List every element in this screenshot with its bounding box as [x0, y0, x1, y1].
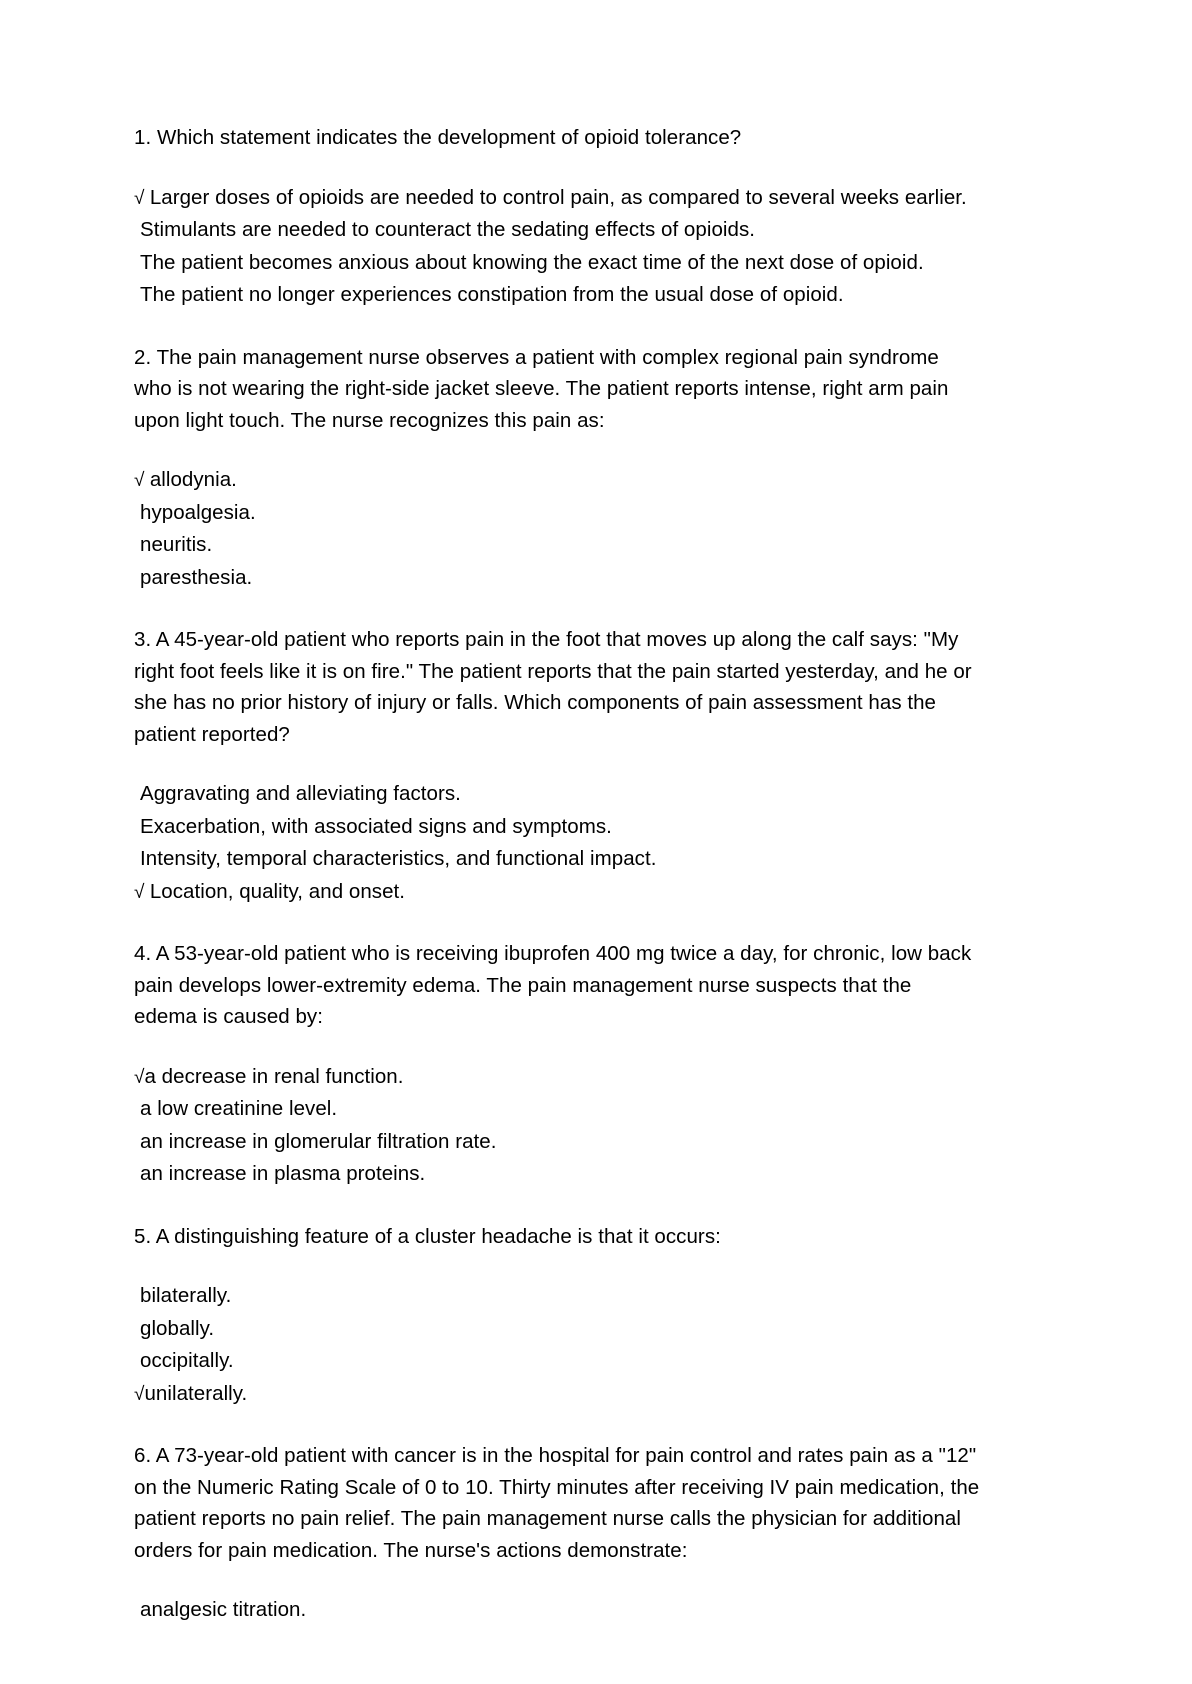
answer-option[interactable] — [134, 247, 992, 280]
spacer — [134, 908, 992, 938]
question-stem — [134, 1440, 992, 1566]
question-stem-line: edema is caused by: — [134, 1005, 323, 1028]
answer-option-label: a low creatinine level. — [140, 1097, 338, 1120]
answer-option-correct[interactable] — [134, 876, 992, 909]
answer-option-label: neuritis. — [140, 533, 213, 556]
spacer — [134, 312, 992, 342]
answer-option[interactable] — [134, 529, 992, 562]
answer-option-correct[interactable] — [134, 1378, 992, 1411]
question-stem-line: 3. A 45-year-old patient who reports pain in the foot that moves up along the calf says: "My — [134, 628, 959, 651]
spacer — [134, 594, 992, 624]
question-stem-line: 1. Which statement indicates the development of opioid tolerance? — [134, 126, 742, 149]
answer-option-label: Aggravating and alleviating factors. — [140, 782, 461, 805]
answer-option[interactable] — [134, 1280, 992, 1313]
answer-options — [134, 1594, 992, 1627]
question-stem-line: patient reported? — [134, 722, 290, 746]
question-block — [134, 938, 992, 1221]
answer-option-label: bilaterally. — [140, 1284, 232, 1307]
answer-options — [134, 1280, 992, 1410]
answer-options — [134, 1061, 992, 1191]
answer-option-label: paresthesia. — [140, 565, 253, 589]
questions-container — [134, 122, 992, 1627]
checkmark-icon: √ — [134, 1066, 145, 1088]
question-stem-line: upon light touch. The nurse recognizes this pain as: — [134, 408, 605, 432]
question-stem-line: who is not wearing the right-side jacket sleeve. The patient reports intense, right arm pain — [134, 377, 949, 400]
answer-option-label: occipitally. — [140, 1349, 234, 1372]
question-stem-line: 6. A 73-year-old patient with cancer is in the hospital for pain control and rates pain as a "12" — [134, 1444, 977, 1467]
answer-option-correct[interactable] — [134, 182, 992, 215]
answer-option[interactable] — [134, 1594, 992, 1627]
answer-option-label: Intensity, temporal characteristics, and functional impact. — [140, 847, 657, 870]
question-block — [134, 342, 992, 625]
spacer — [134, 1191, 992, 1221]
answer-option[interactable] — [134, 1126, 992, 1159]
answer-option-correct[interactable] — [134, 1061, 992, 1094]
answer-option-label: The patient becomes anxious about knowing the exact time of the next dose of opioid. — [140, 250, 924, 274]
answer-option-label: analgesic titration. — [140, 1598, 307, 1621]
question-stem-line: orders for pain medication. The nurse's actions demonstrate: — [134, 1538, 688, 1562]
question-stem-line: right foot feels like it is on fire." The patient reports that the pain started yesterday, and he or — [134, 659, 972, 683]
answer-option-label: an increase in glomerular filtration rate. — [140, 1129, 497, 1153]
spacer — [134, 436, 992, 464]
question-stem — [134, 624, 992, 750]
answer-option-label: Exacerbation, with associated signs and symptoms. — [140, 814, 612, 838]
answer-option-label: allodynia. — [149, 468, 237, 491]
answer-option[interactable] — [134, 279, 992, 312]
answer-option-label: hypoalgesia. — [140, 500, 256, 524]
question-block — [134, 1221, 992, 1441]
question-stem-line: pain develops lower-extremity edema. The pain management nurse suspects that the — [134, 973, 912, 997]
question-stem — [134, 938, 992, 1033]
answer-option-correct[interactable] — [134, 464, 992, 497]
answer-option-label: The patient no longer experiences constipation from the usual dose of opioid. — [140, 283, 844, 306]
question-stem-line: she has no prior history of injury or falls. Which components of pain assessment has the — [134, 691, 937, 714]
answer-options — [134, 778, 992, 908]
question-stem-line: patient reports no pain relief. The pain management nurse calls the physician for additional — [134, 1507, 961, 1530]
checkmark-icon: √ — [134, 187, 150, 209]
answer-option[interactable] — [134, 1345, 992, 1378]
question-stem-line: 4. A 53-year-old patient who is receiving ibuprofen 400 mg twice a day, for chronic, low back — [134, 942, 972, 965]
question-stem — [134, 342, 992, 437]
answer-option[interactable] — [134, 1158, 992, 1191]
answer-options — [134, 464, 992, 594]
question-block — [134, 624, 992, 938]
spacer — [134, 1033, 992, 1061]
question-stem — [134, 122, 992, 154]
question-block — [134, 122, 992, 342]
checkmark-icon: √ — [134, 881, 150, 903]
answer-options — [134, 182, 992, 312]
answer-option-label: Larger doses of opioids are needed to control pain, as compared to several weeks earlier. — [149, 185, 967, 209]
answer-option[interactable] — [134, 1093, 992, 1126]
answer-option[interactable] — [134, 778, 992, 811]
question-stem-line: 5. A distinguishing feature of a cluster headache is that it occurs: — [134, 1224, 721, 1248]
answer-option-label: globally. — [140, 1316, 215, 1340]
spacer — [134, 750, 992, 778]
answer-option[interactable] — [134, 214, 992, 247]
checkmark-icon: √ — [134, 470, 150, 491]
answer-option[interactable] — [134, 497, 992, 530]
checkmark-icon: √ — [134, 1383, 145, 1405]
answer-option[interactable] — [134, 843, 992, 876]
answer-option-label: an increase in plasma proteins. — [140, 1162, 426, 1185]
answer-option[interactable] — [134, 1313, 992, 1346]
answer-option-label: unilaterally. — [144, 1381, 248, 1405]
question-stem-line: 2. The pain management nurse observes a patient with complex regional pain syndrome — [134, 345, 939, 369]
answer-option-label: Stimulants are needed to counteract the sedating effects of opioids. — [140, 218, 755, 241]
spacer — [134, 1410, 992, 1440]
spacer — [134, 154, 992, 182]
answer-option-label: a decrease in renal function. — [144, 1064, 404, 1088]
answer-option-label: Location, quality, and onset. — [149, 879, 406, 903]
question-block — [134, 1440, 992, 1627]
question-stem-line: on the Numeric Rating Scale of 0 to 10. Thirty minutes after receiving IV pain medication, the — [134, 1475, 980, 1499]
answer-option[interactable] — [134, 562, 992, 595]
spacer — [134, 1566, 992, 1594]
question-stem — [134, 1221, 992, 1253]
answer-option[interactable] — [134, 811, 992, 844]
spacer — [134, 1252, 992, 1280]
